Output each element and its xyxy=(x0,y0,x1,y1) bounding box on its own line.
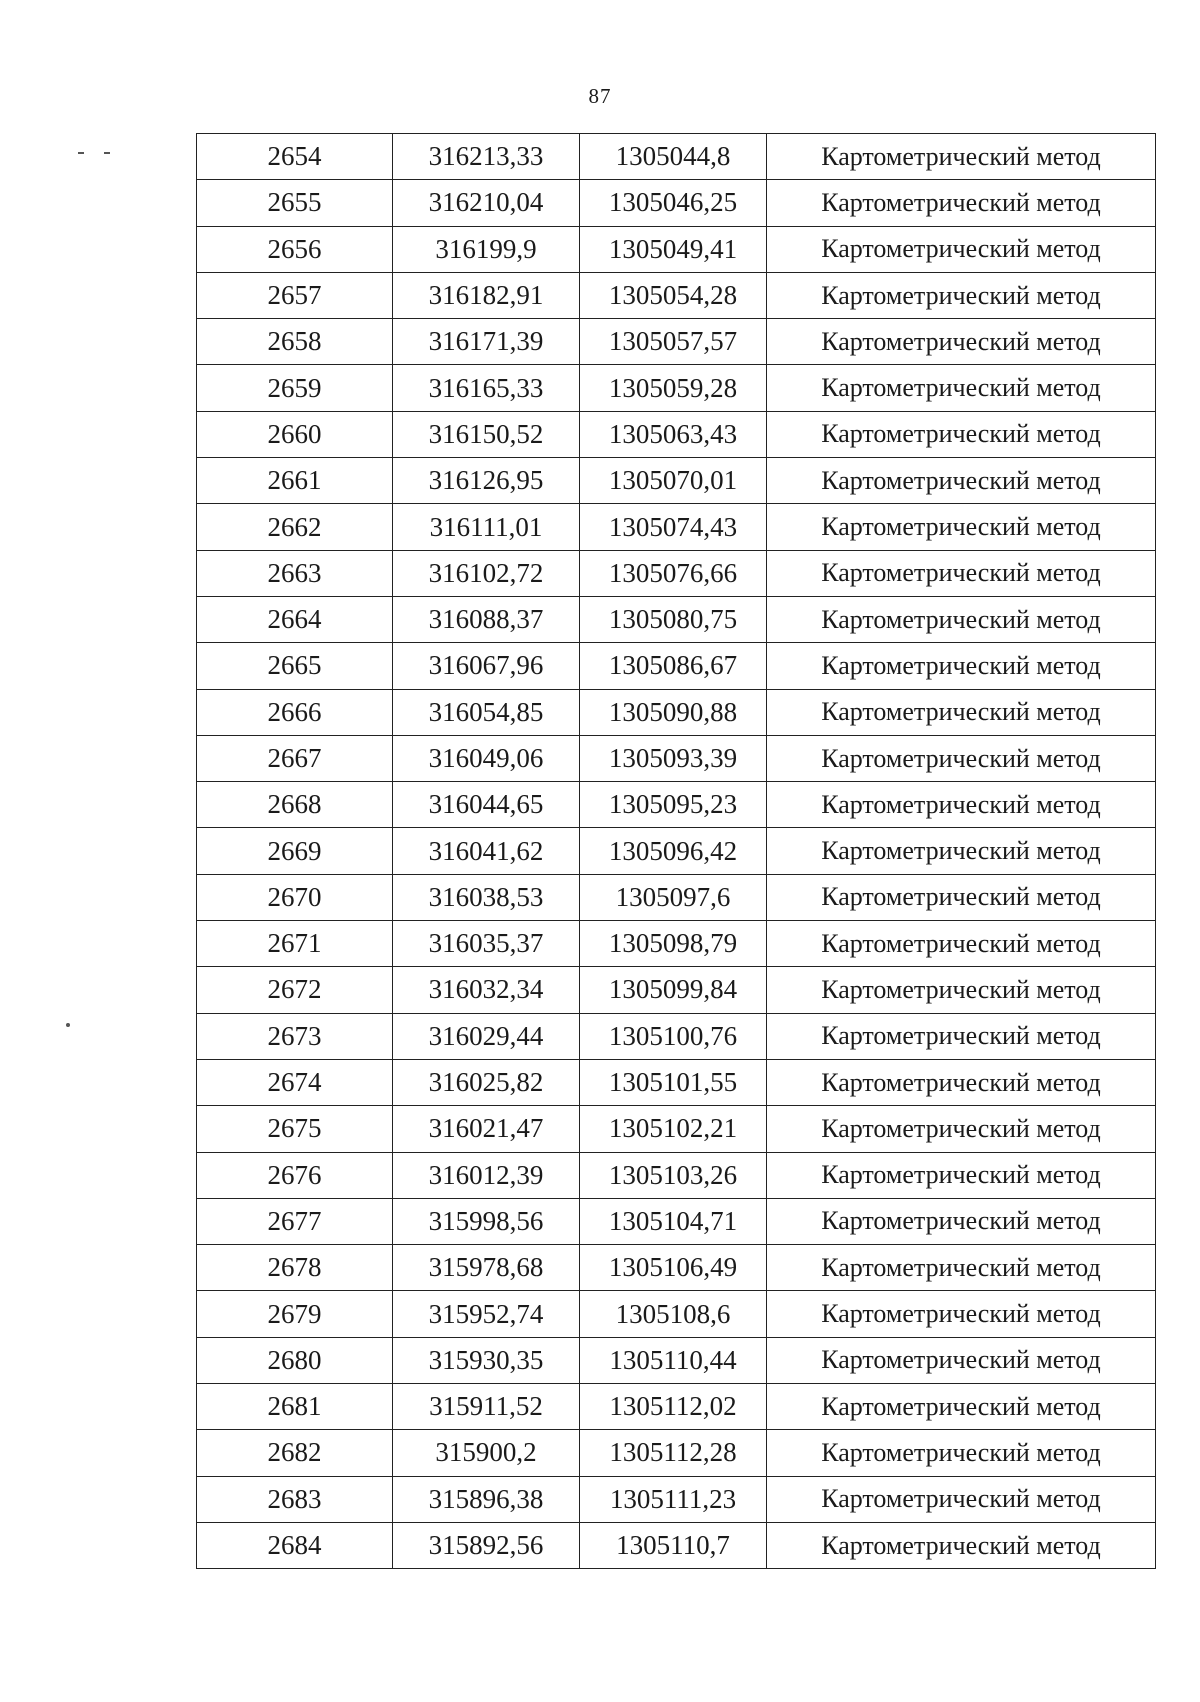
table-row xyxy=(197,921,1156,967)
coordinates-table-body xyxy=(197,134,1156,1569)
method-cell: Картометрический метод xyxy=(767,643,1156,689)
method-cell: Картометрический метод xyxy=(767,411,1156,457)
table-row xyxy=(197,1013,1156,1059)
y-coordinate-cell: 1305098,79 xyxy=(580,921,767,967)
method-cell: Картометрический метод xyxy=(767,226,1156,272)
scan-mark xyxy=(104,152,110,154)
point-number-cell: 2665 xyxy=(197,643,393,689)
method-cell: Картометрический метод xyxy=(767,689,1156,735)
x-coordinate-cell: 316049,06 xyxy=(393,735,580,781)
method-cell: Картометрический метод xyxy=(767,180,1156,226)
y-coordinate-cell: 1305110,44 xyxy=(580,1337,767,1383)
y-coordinate-cell: 1305080,75 xyxy=(580,596,767,642)
point-number-cell: 2675 xyxy=(197,1106,393,1152)
x-coordinate-cell: 315892,56 xyxy=(393,1522,580,1568)
method-cell: Картометрический метод xyxy=(767,458,1156,504)
point-number-cell: 2661 xyxy=(197,458,393,504)
method-cell: Картометрический метод xyxy=(767,1337,1156,1383)
point-number-cell: 2680 xyxy=(197,1337,393,1383)
x-coordinate-cell: 316012,39 xyxy=(393,1152,580,1198)
y-coordinate-cell: 1305059,28 xyxy=(580,365,767,411)
table-row xyxy=(197,1059,1156,1105)
method-cell: Картометрический метод xyxy=(767,596,1156,642)
point-number-cell: 2659 xyxy=(197,365,393,411)
table-row xyxy=(197,1245,1156,1291)
x-coordinate-cell: 316165,33 xyxy=(393,365,580,411)
y-coordinate-cell: 1305090,88 xyxy=(580,689,767,735)
table-row xyxy=(197,1152,1156,1198)
y-coordinate-cell: 1305076,66 xyxy=(580,550,767,596)
point-number-cell: 2656 xyxy=(197,226,393,272)
y-coordinate-cell: 1305100,76 xyxy=(580,1013,767,1059)
y-coordinate-cell: 1305044,8 xyxy=(580,134,767,180)
point-number-cell: 2658 xyxy=(197,319,393,365)
method-cell: Картометрический метод xyxy=(767,1152,1156,1198)
y-coordinate-cell: 1305106,49 xyxy=(580,1245,767,1291)
point-number-cell: 2682 xyxy=(197,1430,393,1476)
table-row xyxy=(197,180,1156,226)
point-number-cell: 2678 xyxy=(197,1245,393,1291)
x-coordinate-cell: 316210,04 xyxy=(393,180,580,226)
point-number-cell: 2666 xyxy=(197,689,393,735)
table-row xyxy=(197,596,1156,642)
table-row xyxy=(197,1522,1156,1568)
x-coordinate-cell: 316044,65 xyxy=(393,782,580,828)
method-cell: Картометрический метод xyxy=(767,1476,1156,1522)
point-number-cell: 2673 xyxy=(197,1013,393,1059)
x-coordinate-cell: 316213,33 xyxy=(393,134,580,180)
y-coordinate-cell: 1305099,84 xyxy=(580,967,767,1013)
x-coordinate-cell: 316171,39 xyxy=(393,319,580,365)
method-cell: Картометрический метод xyxy=(767,1059,1156,1105)
point-number-cell: 2670 xyxy=(197,874,393,920)
method-cell: Картометрический метод xyxy=(767,1106,1156,1152)
method-cell: Картометрический метод xyxy=(767,1013,1156,1059)
method-cell: Картометрический метод xyxy=(767,550,1156,596)
table-row xyxy=(197,689,1156,735)
x-coordinate-cell: 316038,53 xyxy=(393,874,580,920)
point-number-cell: 2663 xyxy=(197,550,393,596)
x-coordinate-cell: 316035,37 xyxy=(393,921,580,967)
x-coordinate-cell: 315900,2 xyxy=(393,1430,580,1476)
y-coordinate-cell: 1305104,71 xyxy=(580,1198,767,1244)
point-number-cell: 2679 xyxy=(197,1291,393,1337)
table-row xyxy=(197,1198,1156,1244)
x-coordinate-cell: 315911,52 xyxy=(393,1384,580,1430)
x-coordinate-cell: 316102,72 xyxy=(393,550,580,596)
point-number-cell: 2654 xyxy=(197,134,393,180)
x-coordinate-cell: 316199,9 xyxy=(393,226,580,272)
table-row xyxy=(197,1476,1156,1522)
coordinates-table xyxy=(196,133,1156,1569)
table-row xyxy=(197,134,1156,180)
x-coordinate-cell: 315952,74 xyxy=(393,1291,580,1337)
point-number-cell: 2662 xyxy=(197,504,393,550)
x-coordinate-cell: 316054,85 xyxy=(393,689,580,735)
method-cell: Картометрический метод xyxy=(767,504,1156,550)
method-cell: Картометрический метод xyxy=(767,272,1156,318)
x-coordinate-cell: 315930,35 xyxy=(393,1337,580,1383)
method-cell: Картометрический метод xyxy=(767,1430,1156,1476)
method-cell: Картометрический метод xyxy=(767,1291,1156,1337)
scan-mark xyxy=(78,152,84,154)
table-row xyxy=(197,643,1156,689)
y-coordinate-cell: 1305110,7 xyxy=(580,1522,767,1568)
y-coordinate-cell: 1305046,25 xyxy=(580,180,767,226)
method-cell: Картометрический метод xyxy=(767,921,1156,967)
point-number-cell: 2664 xyxy=(197,596,393,642)
y-coordinate-cell: 1305057,57 xyxy=(580,319,767,365)
scan-mark xyxy=(66,1023,70,1027)
y-coordinate-cell: 1305095,23 xyxy=(580,782,767,828)
x-coordinate-cell: 316088,37 xyxy=(393,596,580,642)
y-coordinate-cell: 1305096,42 xyxy=(580,828,767,874)
table-row xyxy=(197,550,1156,596)
y-coordinate-cell: 1305070,01 xyxy=(580,458,767,504)
y-coordinate-cell: 1305112,02 xyxy=(580,1384,767,1430)
point-number-cell: 2655 xyxy=(197,180,393,226)
method-cell: Картометрический метод xyxy=(767,967,1156,1013)
table-row xyxy=(197,1430,1156,1476)
method-cell: Картометрический метод xyxy=(767,319,1156,365)
table-row xyxy=(197,458,1156,504)
point-number-cell: 2668 xyxy=(197,782,393,828)
y-coordinate-cell: 1305111,23 xyxy=(580,1476,767,1522)
table-row xyxy=(197,1106,1156,1152)
method-cell: Картометрический метод xyxy=(767,1245,1156,1291)
method-cell: Картометрический метод xyxy=(767,365,1156,411)
y-coordinate-cell: 1305086,67 xyxy=(580,643,767,689)
method-cell: Картометрический метод xyxy=(767,874,1156,920)
y-coordinate-cell: 1305103,26 xyxy=(580,1152,767,1198)
x-coordinate-cell: 316111,01 xyxy=(393,504,580,550)
y-coordinate-cell: 1305102,21 xyxy=(580,1106,767,1152)
x-coordinate-cell: 316041,62 xyxy=(393,828,580,874)
y-coordinate-cell: 1305093,39 xyxy=(580,735,767,781)
method-cell: Картометрический метод xyxy=(767,828,1156,874)
table-row xyxy=(197,874,1156,920)
point-number-cell: 2676 xyxy=(197,1152,393,1198)
y-coordinate-cell: 1305074,43 xyxy=(580,504,767,550)
x-coordinate-cell: 316021,47 xyxy=(393,1106,580,1152)
point-number-cell: 2674 xyxy=(197,1059,393,1105)
x-coordinate-cell: 316067,96 xyxy=(393,643,580,689)
table-row xyxy=(197,504,1156,550)
x-coordinate-cell: 316150,52 xyxy=(393,411,580,457)
point-number-cell: 2683 xyxy=(197,1476,393,1522)
table-row xyxy=(197,967,1156,1013)
x-coordinate-cell: 316029,44 xyxy=(393,1013,580,1059)
point-number-cell: 2681 xyxy=(197,1384,393,1430)
table-row xyxy=(197,365,1156,411)
y-coordinate-cell: 1305108,6 xyxy=(580,1291,767,1337)
x-coordinate-cell: 316025,82 xyxy=(393,1059,580,1105)
table-row xyxy=(197,1337,1156,1383)
point-number-cell: 2684 xyxy=(197,1522,393,1568)
point-number-cell: 2660 xyxy=(197,411,393,457)
point-number-cell: 2657 xyxy=(197,272,393,318)
page-number: 87 xyxy=(588,84,612,108)
table-row xyxy=(197,319,1156,365)
method-cell: Картометрический метод xyxy=(767,1384,1156,1430)
table-row xyxy=(197,1291,1156,1337)
point-number-cell: 2671 xyxy=(197,921,393,967)
method-cell: Картометрический метод xyxy=(767,1522,1156,1568)
y-coordinate-cell: 1305097,6 xyxy=(580,874,767,920)
method-cell: Картометрический метод xyxy=(767,134,1156,180)
x-coordinate-cell: 315978,68 xyxy=(393,1245,580,1291)
table-row xyxy=(197,226,1156,272)
point-number-cell: 2677 xyxy=(197,1198,393,1244)
y-coordinate-cell: 1305112,28 xyxy=(580,1430,767,1476)
method-cell: Картометрический метод xyxy=(767,782,1156,828)
x-coordinate-cell: 315998,56 xyxy=(393,1198,580,1244)
table-row xyxy=(197,1384,1156,1430)
method-cell: Картометрический метод xyxy=(767,1198,1156,1244)
point-number-cell: 2667 xyxy=(197,735,393,781)
table-row xyxy=(197,411,1156,457)
table-row xyxy=(197,272,1156,318)
y-coordinate-cell: 1305054,28 xyxy=(580,272,767,318)
x-coordinate-cell: 315896,38 xyxy=(393,1476,580,1522)
x-coordinate-cell: 316182,91 xyxy=(393,272,580,318)
y-coordinate-cell: 1305063,43 xyxy=(580,411,767,457)
x-coordinate-cell: 316032,34 xyxy=(393,967,580,1013)
y-coordinate-cell: 1305101,55 xyxy=(580,1059,767,1105)
x-coordinate-cell: 316126,95 xyxy=(393,458,580,504)
point-number-cell: 2669 xyxy=(197,828,393,874)
point-number-cell: 2672 xyxy=(197,967,393,1013)
table-row xyxy=(197,782,1156,828)
table-row xyxy=(197,828,1156,874)
table-row xyxy=(197,735,1156,781)
method-cell: Картометрический метод xyxy=(767,735,1156,781)
y-coordinate-cell: 1305049,41 xyxy=(580,226,767,272)
